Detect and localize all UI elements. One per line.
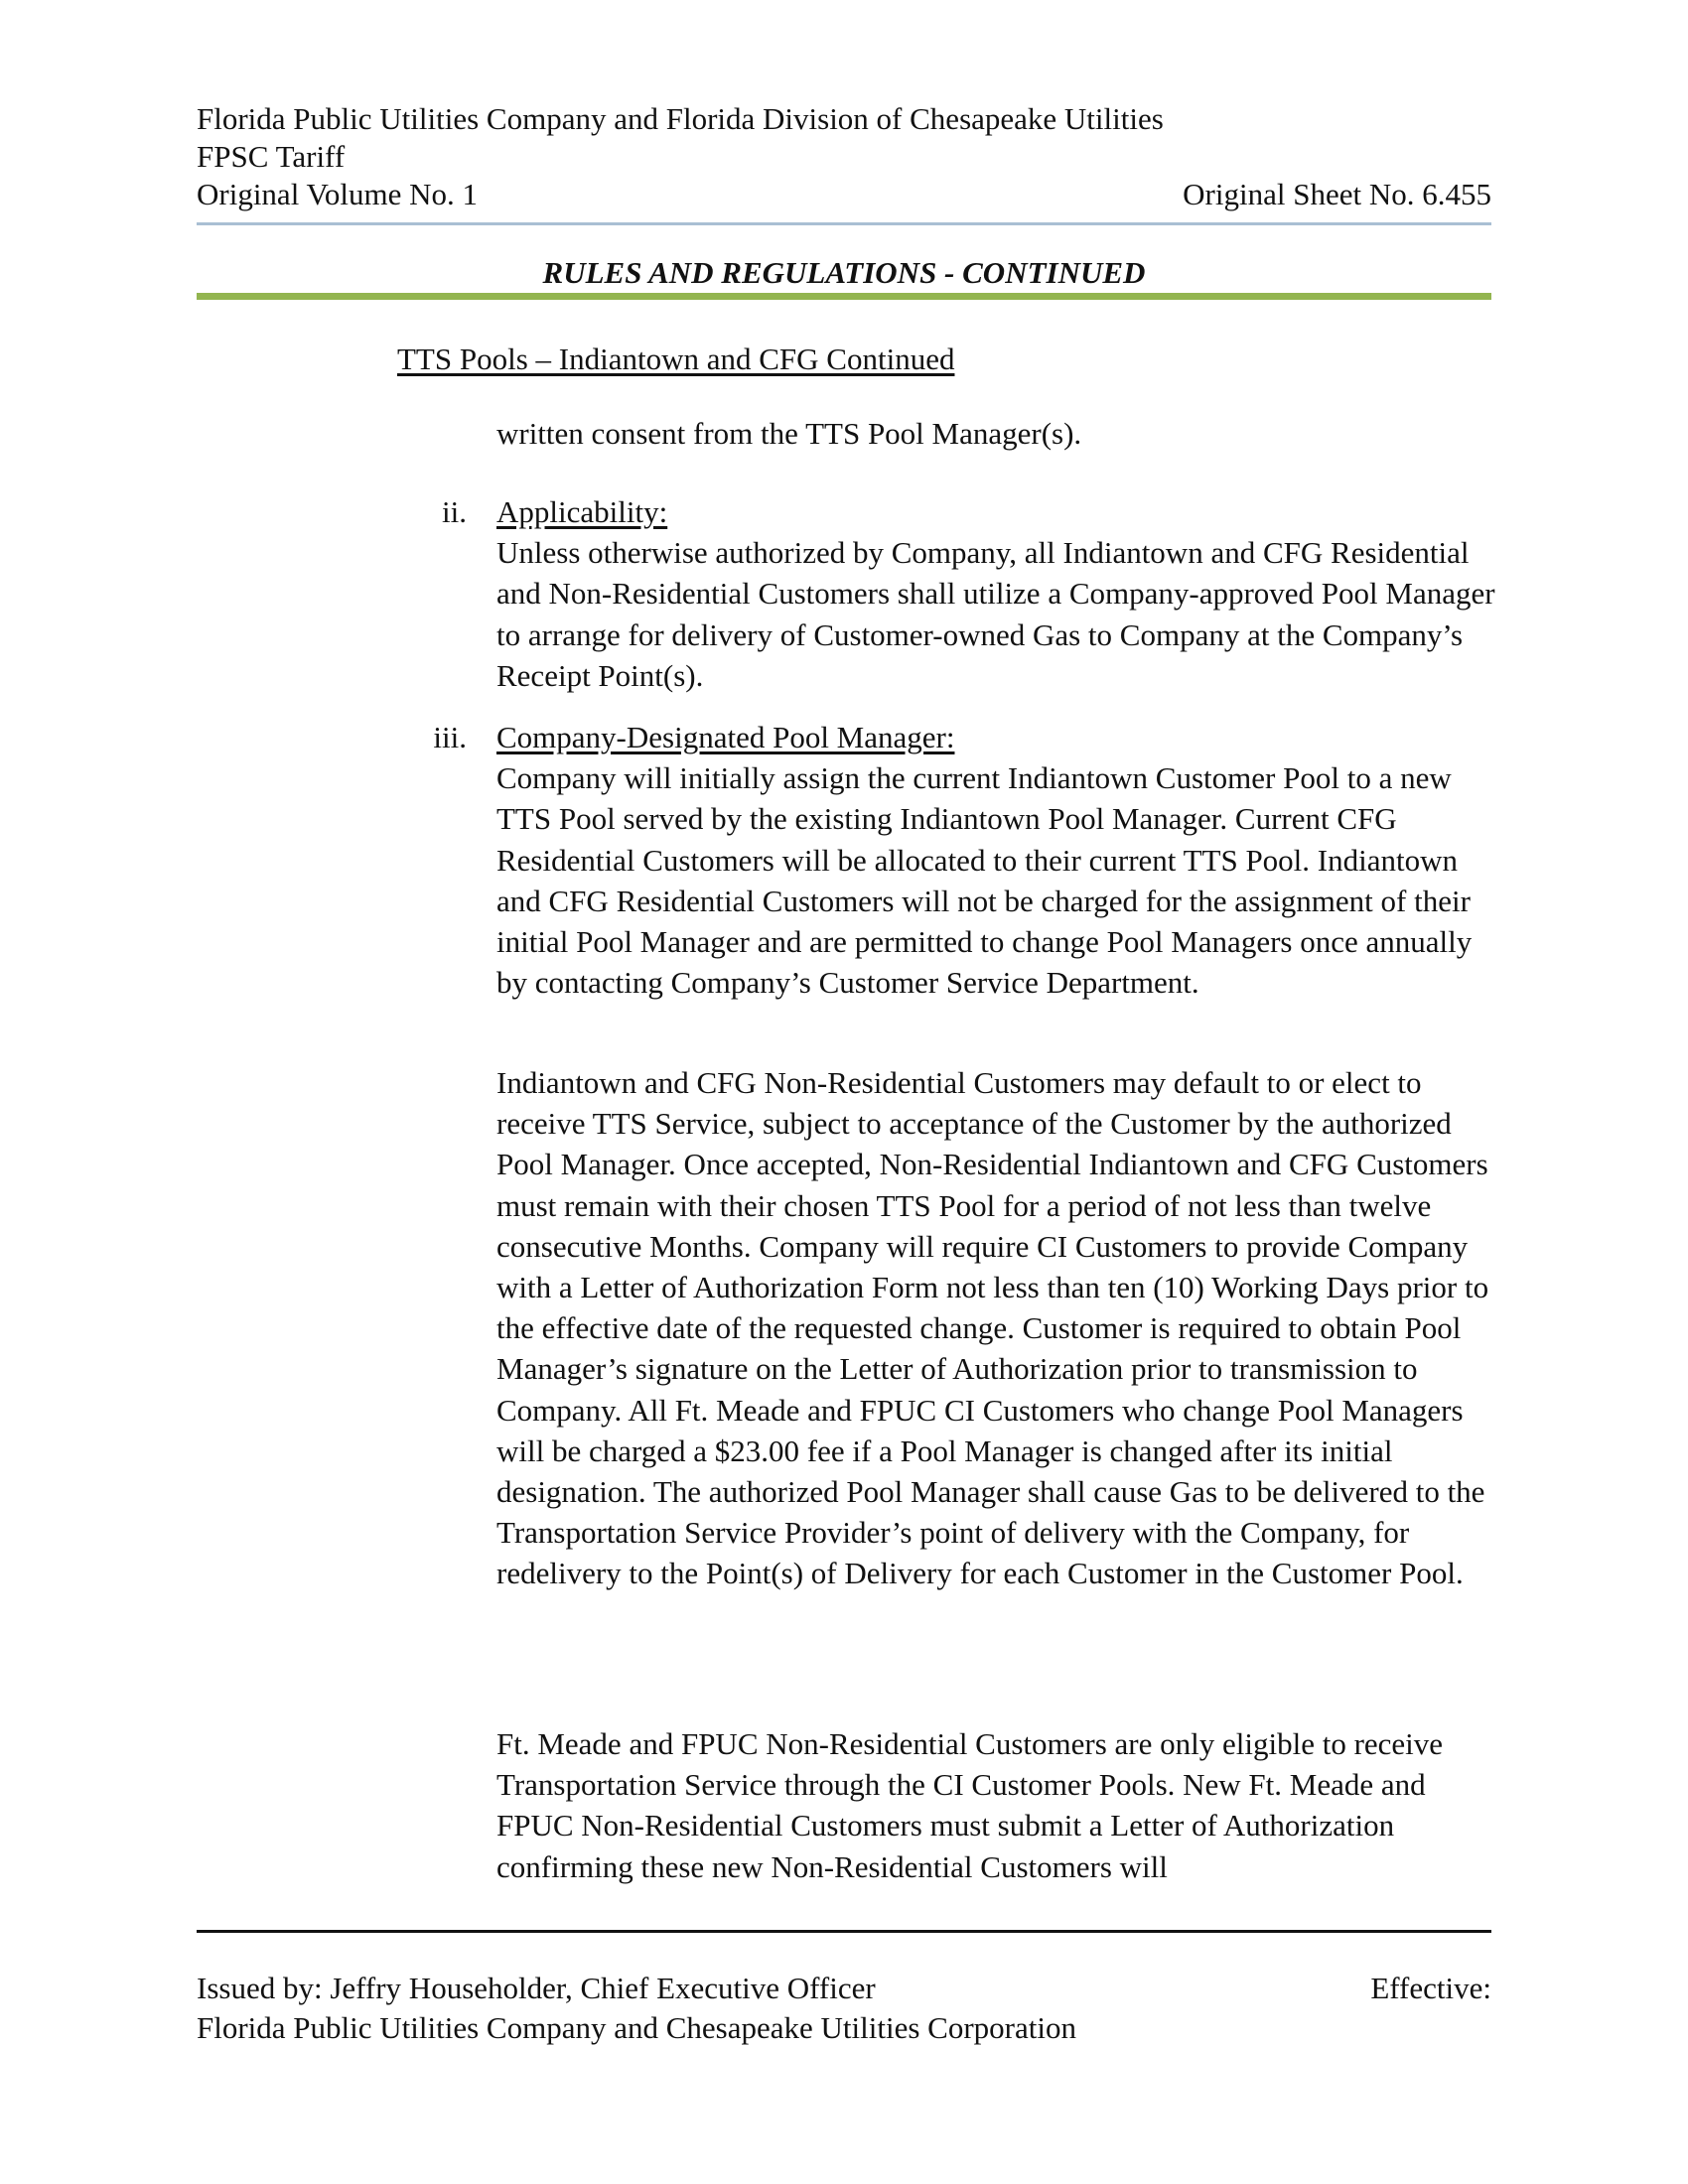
header-divider bbox=[197, 222, 1491, 225]
subheading: TTS Pools – Indiantown and CFG Continued bbox=[397, 341, 955, 376]
item-numeral: iii. bbox=[433, 720, 467, 754]
footer-issued-by: Issued by: Jeffry Householder, Chief Executive Officer bbox=[197, 1971, 876, 2005]
paragraph-ft-meade-fpuc bbox=[496, 1723, 1499, 1887]
item-heading: Applicability: bbox=[496, 494, 668, 529]
header-company-line: Florida Public Utilities Company and Florida Division of Chesapeake Utilities bbox=[197, 101, 1164, 136]
header-tariff-line: FPSC Tariff bbox=[197, 139, 346, 174]
item-company-designated-pool-manager bbox=[496, 717, 1499, 1003]
paragraph-non-residential-indiantown-cfg bbox=[496, 1062, 1499, 1594]
continuation-paragraph: written consent from the TTS Pool Manager(s). bbox=[496, 416, 1082, 451]
header-sheet-number: Original Sheet No. 6.455 bbox=[1183, 177, 1491, 211]
footer-effective: Effective: bbox=[1370, 1971, 1491, 2005]
item-paragraph: Indiantown and CFG Non-Residential Customers may default to or elect to receive TTS Service, subject to acceptance of the Customer by the authorized Pool Manager. Once accepted, Non-Residential Indiantown and CFG Customers must remain with their chosen TTS Pool for a period of not less than twelve consecutive Months. Company will require CI Customers to provide Company with a Letter of Authorization Form not less than ten (10) Working Days prior to the effective date of the requested change. Customer is required to obtain Pool Manager’s signature on the Letter of Authorization prior to transmission to Company. All Ft. Meade and FPUC CI Customers who change Pool Managers will be charged a $23.00 fee if a Pool Manager is changed after its initial designation. The authorized Pool Manager shall cause Gas to be delivered to the Transportation Service Provider’s point of delivery with the Company, for redelivery to the Point(s) of Delivery for each Customer in the Customer Pool. bbox=[496, 1065, 1489, 1591]
item-heading: Company-Designated Pool Manager: bbox=[496, 720, 955, 754]
item-numeral: ii. bbox=[442, 494, 467, 529]
item-paragraph: Unless otherwise authorized by Company, all Indiantown and CFG Residential and Non-Residential Customers shall utilize a Company-approved Pool Manager to arrange for delivery of Customer-owned Gas to Company at the Company’s Receipt Point(s). bbox=[496, 535, 1495, 693]
continuation-text bbox=[496, 413, 1499, 454]
item-applicability bbox=[496, 491, 1499, 696]
section-title: RULES AND REGULATIONS - CONTINUED bbox=[542, 255, 1146, 290]
item-paragraph: Ft. Meade and FPUC Non-Residential Customers are only eligible to receive Transportation Service through the CI Customer Pools. New Ft. Meade and FPUC Non-Residential Customers must submit a Letter of Authorization confirming these new Non-Residential Customers will bbox=[496, 1726, 1444, 1884]
item-paragraph: Company will initially assign the current Indiantown Customer Pool to a new TTS Pool served by the existing Indiantown Pool Manager. Current CFG Residential Customers will be allocated to their current TTS Pool. Indiantown and CFG Residential Customers will not be charged for the assignment of their initial Pool Manager and are permitted to change Pool Managers once annually by contacting Company’s Customer Service Department. bbox=[496, 760, 1473, 1001]
footer-company: Florida Public Utilities Company and Chesapeake Utilities Corporation bbox=[197, 2010, 1076, 2045]
section-title-divider bbox=[197, 293, 1491, 300]
header-volume-line: Original Volume No. 1 bbox=[197, 177, 479, 211]
footer-divider bbox=[197, 1930, 1491, 1933]
